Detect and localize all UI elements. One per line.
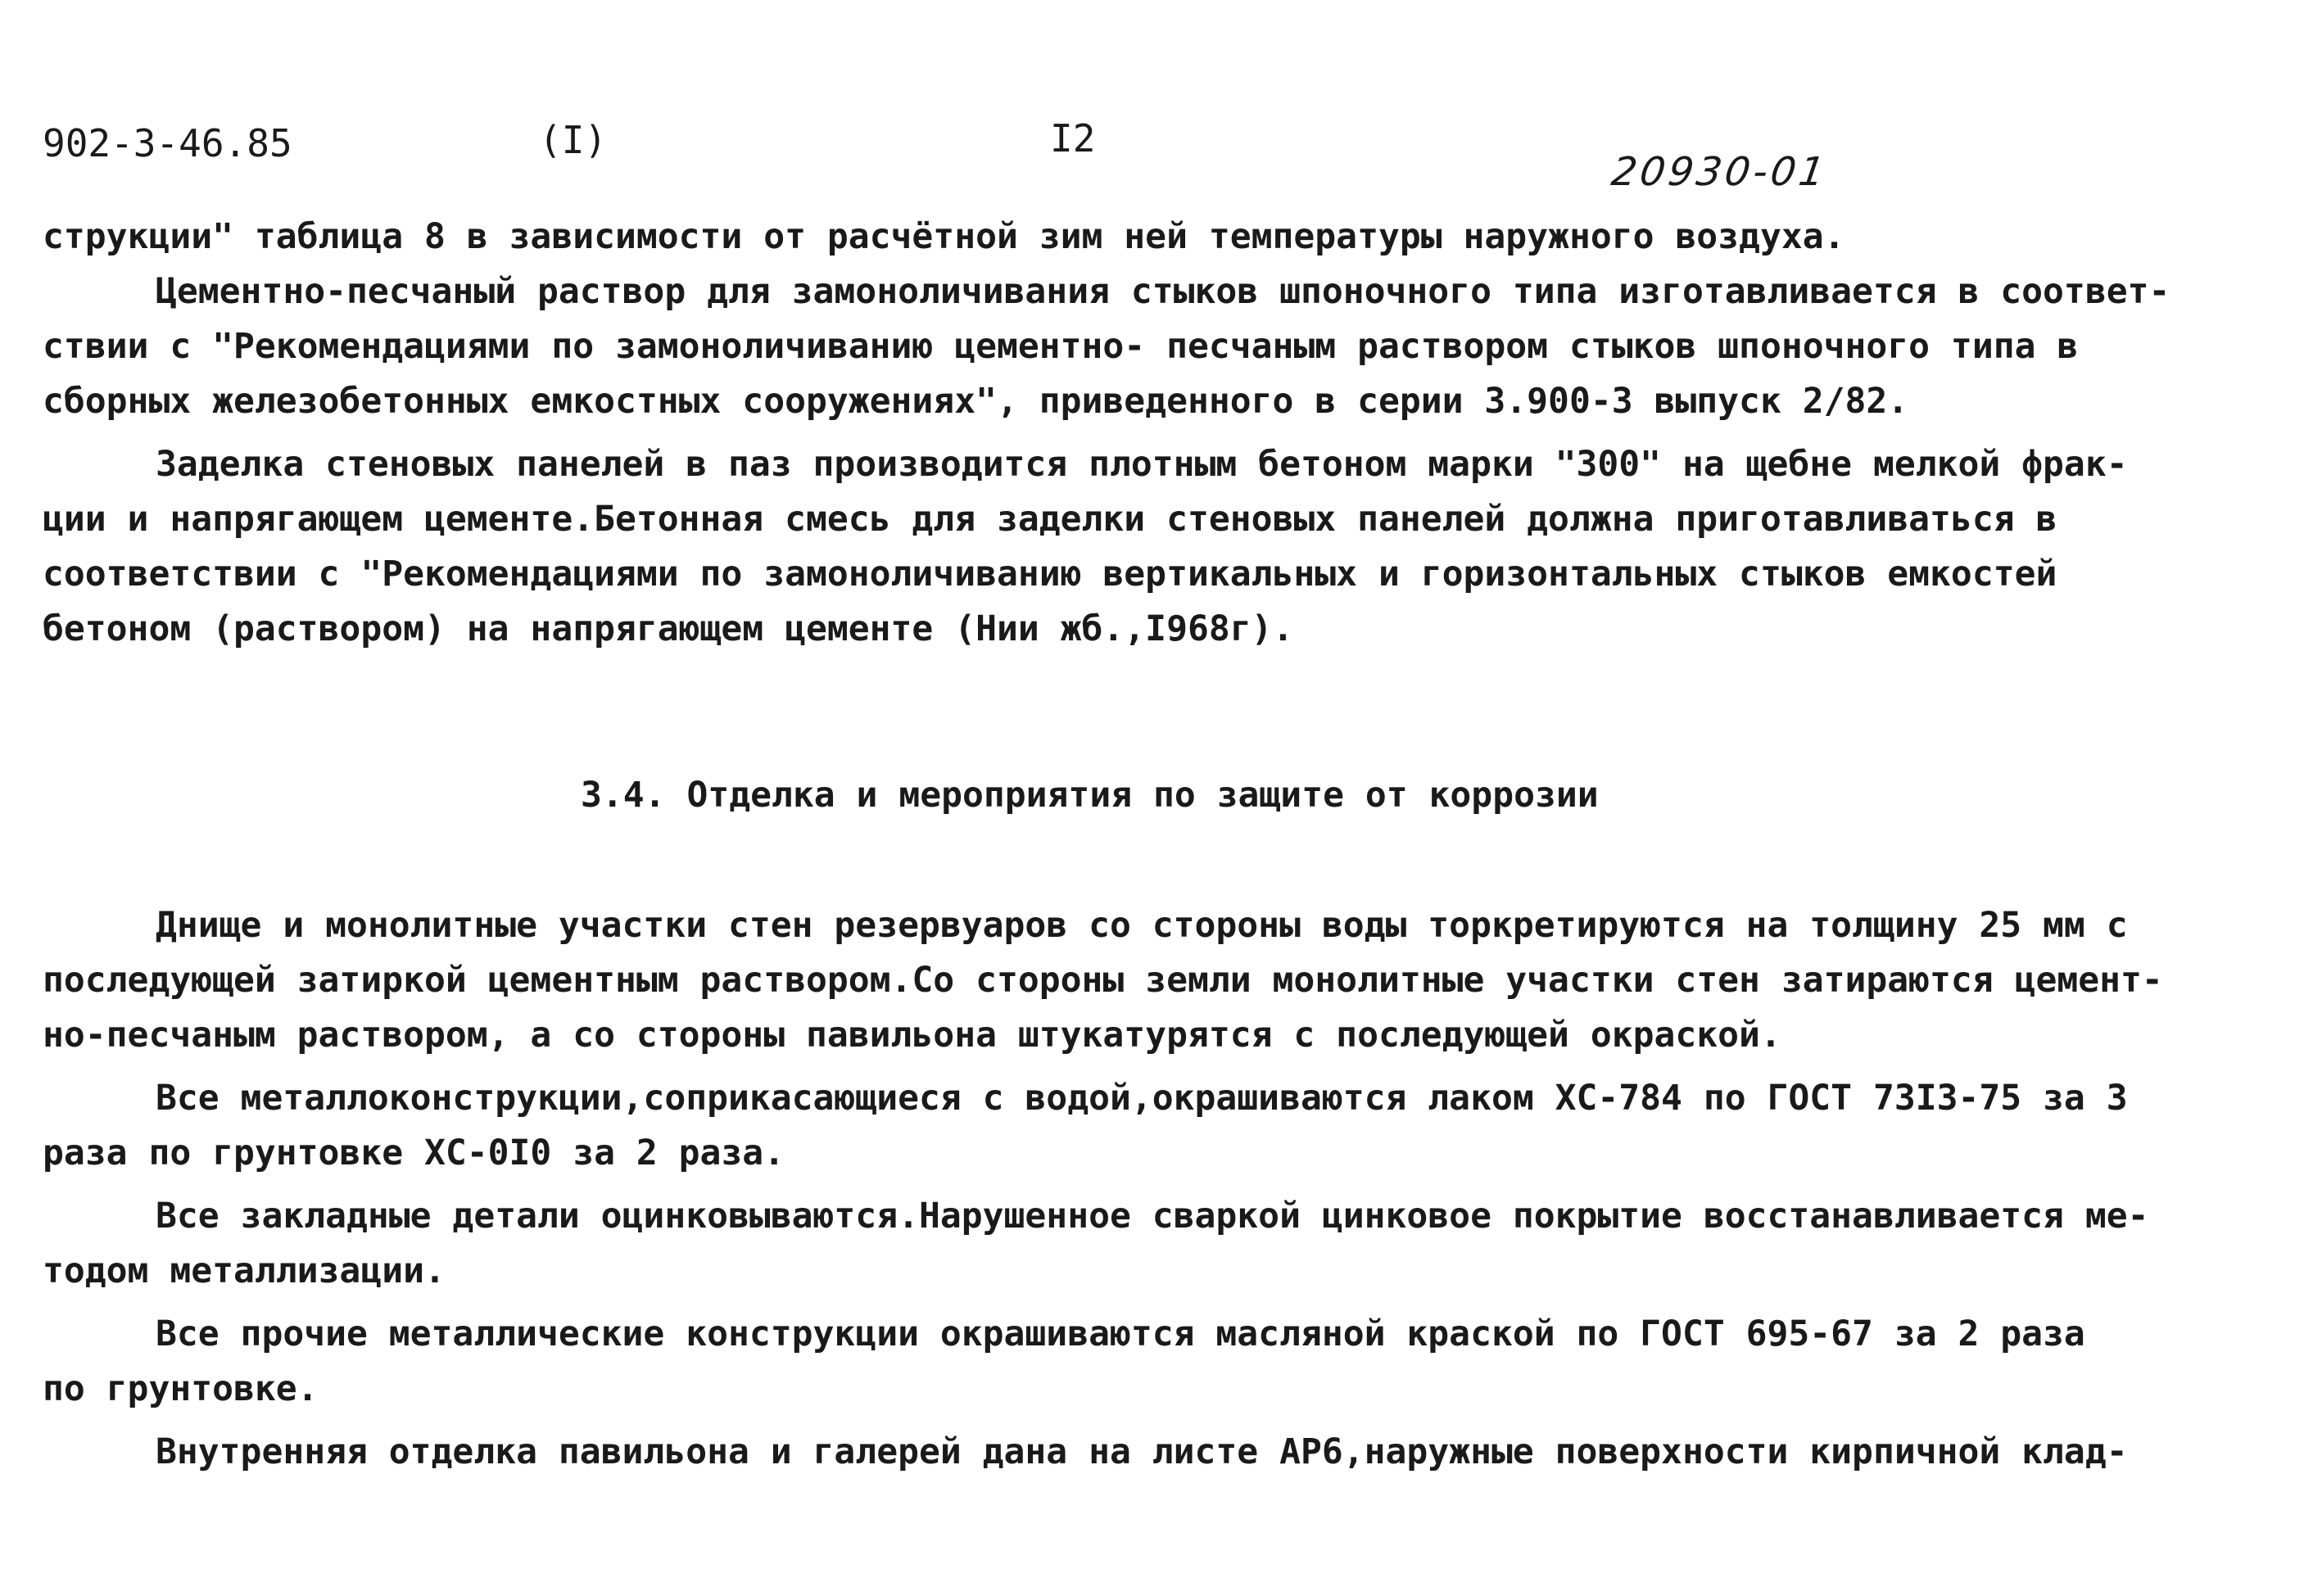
- paragraph-continuation: [43, 210, 2283, 264]
- text-line: ции и напрягающем цементе.Бетонная смесь для заделки стеновых панелей должна приготавливаться в: [43, 499, 2057, 540]
- paragraph-other-metal: [43, 1307, 2283, 1417]
- text-line: раза по грунтовке ХС-0I0 за 2 раза.: [43, 1133, 785, 1173]
- text-line: но-песчаным раствором, а со стороны павильона штукатурятся с последующей окраской.: [43, 1015, 1781, 1056]
- text-line: Цементно-песчаный раствор для замоноличивания стыков шпоночного типа изготавливается в соответ-: [156, 271, 2170, 312]
- paragraph-embedded-parts: [43, 1189, 2283, 1299]
- text-line: сборных железобетонных емкостных сооружениях", приведенного в серии 3.900-3 выпуск 2/82.: [43, 381, 1909, 422]
- part-number: (I): [539, 118, 608, 162]
- text-line: соответствии с "Рекомендациями по замоноличиванию вертикальных и горизонтальных стыков емкостей: [43, 554, 2057, 595]
- text-line: Заделка стеновых панелей в паз производится плотным бетоном марки "300" на щебне мелкой фрак-: [156, 444, 2128, 485]
- paragraph-bottom-walls: [43, 898, 2283, 1063]
- text-line: Все прочие металлические конструкции окрашиваются масляной краской по ГОСТ 695-67 за 2 раза: [156, 1313, 2085, 1354]
- text-line: Все закладные детали оцинковываются.Нарушенное сваркой цинковое покрытие восстанавливается ме-: [156, 1196, 2149, 1237]
- page-number: I2: [1050, 116, 1096, 161]
- text-line: струкции" таблица 8 в зависимости от расчётной зим ней температуры наружного воздуха.: [43, 216, 1845, 257]
- paragraph-metal-structures: [43, 1071, 2283, 1181]
- document-number: 902-3-46.85: [43, 121, 292, 165]
- text-line: Все металлоконструкции,соприкасающиеся с водой,окрашиваются лаком ХС-784 по ГОСТ 73I3-75 за 3: [156, 1078, 2128, 1119]
- archive-number: 20930-01: [1609, 149, 1831, 195]
- document-body: [43, 210, 2283, 1480]
- text-line: ствии с "Рекомендациями по замоноличиванию цементно- песчаным раствором стыков шпоночного типа в: [43, 326, 2079, 367]
- text-line: по грунтовке.: [43, 1368, 319, 1409]
- paragraph-interior-finish: [43, 1425, 2283, 1480]
- section-heading: 3.4. Отделка и мероприятия по защите от коррозии: [581, 775, 1599, 816]
- text-line: бетоном (раствором) на напрягающем цементе (Нии жб.,I968г).: [43, 608, 1294, 649]
- text-line: тодом металлизации.: [43, 1250, 446, 1291]
- text-line: Днище и монолитные участки стен резервуаров со стороны воды торкретируются на толщину 25 мм с: [156, 905, 2128, 946]
- text-line: Внутренняя отделка павильона и галерей дана на листе АР6,наружные поверхности кирпичной клад-: [156, 1431, 2128, 1472]
- paragraph-mortar: [43, 264, 2283, 429]
- text-line: последующей затиркой цементным раствором.Со стороны земли монолитные участки стен затираются цемент-: [43, 960, 2163, 1001]
- paragraph-panel-sealing: [43, 437, 2283, 657]
